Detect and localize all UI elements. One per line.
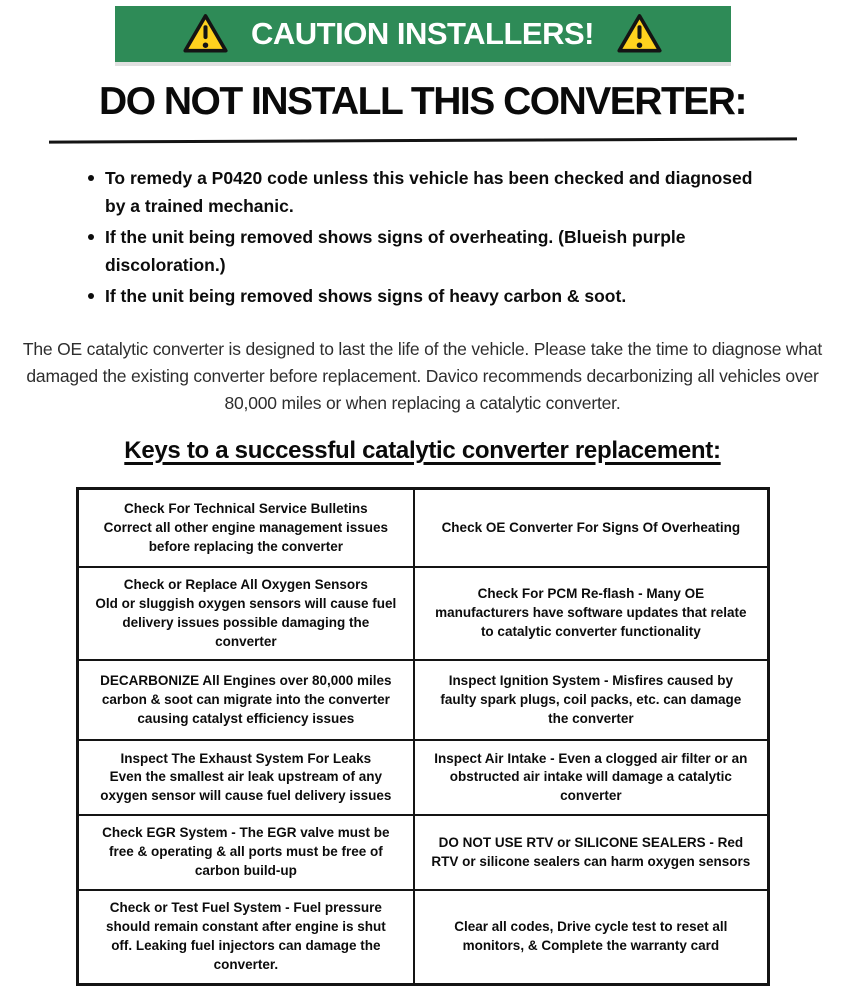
tip-cell-body: Check OE Converter For Signs Of Overheating xyxy=(441,519,741,535)
table-row xyxy=(77,489,768,567)
warning-list-item xyxy=(105,164,753,220)
table-row xyxy=(77,890,768,984)
tip-cell xyxy=(414,815,768,890)
intro-paragraph: The OE catalytic converter is designed to last the life of the vehicle. Please take the time to diagnose what damaged the existing converter before replacement. Davico recommends decarbonizing all vehicles over 80,000 miles or when replacing a catalytic converter. xyxy=(22,339,823,414)
bullet-dot-icon xyxy=(88,293,94,299)
tip-cell-title: Check or Replace All Oxygen Sensors xyxy=(123,576,368,592)
tip-cell-body: Check For PCM Re-flash - Many OE manufacturers have software updates that relate to catalytic converter functionality xyxy=(435,586,747,640)
caution-flyer xyxy=(0,6,845,972)
tip-cell xyxy=(77,815,414,890)
tip-cell xyxy=(414,740,768,815)
warning-list-item xyxy=(105,223,753,279)
table-row xyxy=(77,815,768,890)
table-row xyxy=(77,660,768,740)
tip-cell-body: DECARBONIZE All Engines over 80,000 miles carbon & soot can migrate into the converter causing catalyst efficiency issues xyxy=(100,673,392,726)
warning-list-item-text: If the unit being removed shows signs of heavy carbon & soot. xyxy=(105,286,627,306)
tip-cell-body: Old or sluggish oxygen sensors will cause fuel delivery issues possible damaging the converter xyxy=(95,595,397,649)
tip-cell-body: Check or Test Fuel System - Fuel pressure should remain constant after engine is shut off. Leaking fuel injectors can damage the converter. xyxy=(105,900,386,972)
warning-triangle-icon xyxy=(616,13,663,55)
tip-cell xyxy=(77,489,414,567)
tips-table xyxy=(76,487,770,985)
tip-cell-title: Check For Technical Service Bulletins xyxy=(124,500,368,516)
warning-triangle-icon xyxy=(182,13,229,55)
tip-cell-title: Inspect The Exhaust System For Leaks xyxy=(120,750,372,766)
warning-list-item xyxy=(105,282,753,310)
tip-cell-body: Check EGR System - The EGR valve must be free & operating & all ports must be free of carbon build-up xyxy=(102,825,390,879)
tip-cell-body: Clear all codes, Drive cycle test to reset all monitors, & Complete the warranty card xyxy=(454,919,728,953)
tip-cell xyxy=(77,740,414,815)
bullet-dot-icon xyxy=(88,234,94,240)
table-row xyxy=(77,740,768,815)
tip-cell-body: DO NOT USE RTV or SILICONE SEALERS - Red RTV or silicone sealers can harm oxygen sensors xyxy=(431,834,751,869)
keys-heading: Keys to a successful catalytic converter replacement: xyxy=(124,437,721,465)
do-not-install-heading: DO NOT INSTALL THIS CONVERTER: xyxy=(99,80,746,123)
table-row xyxy=(77,567,768,661)
warning-list-item-text: If the unit being removed shows signs of overheating. (Blueish purple discoloration.) xyxy=(105,227,686,275)
tip-cell xyxy=(414,567,768,661)
tip-cell xyxy=(414,489,768,567)
tip-cell xyxy=(77,567,414,661)
tip-cell xyxy=(414,660,768,740)
divider-rule xyxy=(48,137,796,143)
tip-cell-body: Inspect Air Intake - Even a clogged air filter or an obstructed air intake will damage a catalytic converter xyxy=(434,750,748,804)
caution-banner xyxy=(115,6,731,62)
caution-banner-title: CAUTION INSTALLERS! xyxy=(251,16,594,51)
tip-cell-body: Inspect Ignition System - Misfires caused by faulty spark plugs, coil packs, etc. can damage the converter xyxy=(440,673,742,726)
tip-cell-body: Even the smallest air leak upstream of any oxygen sensor will cause fuel delivery issues xyxy=(100,769,392,804)
tip-cell-body: Correct all other engine management issues before replacing the converter xyxy=(103,519,389,554)
warnings-list xyxy=(105,164,753,310)
tip-cell xyxy=(77,660,414,740)
tip-cell xyxy=(77,890,414,984)
tip-cell xyxy=(414,890,768,984)
warning-list-item-text: To remedy a P0420 code unless this vehicle has been checked and diagnosed by a trained mechanic. xyxy=(105,168,753,216)
bullet-dot-icon xyxy=(88,175,94,181)
